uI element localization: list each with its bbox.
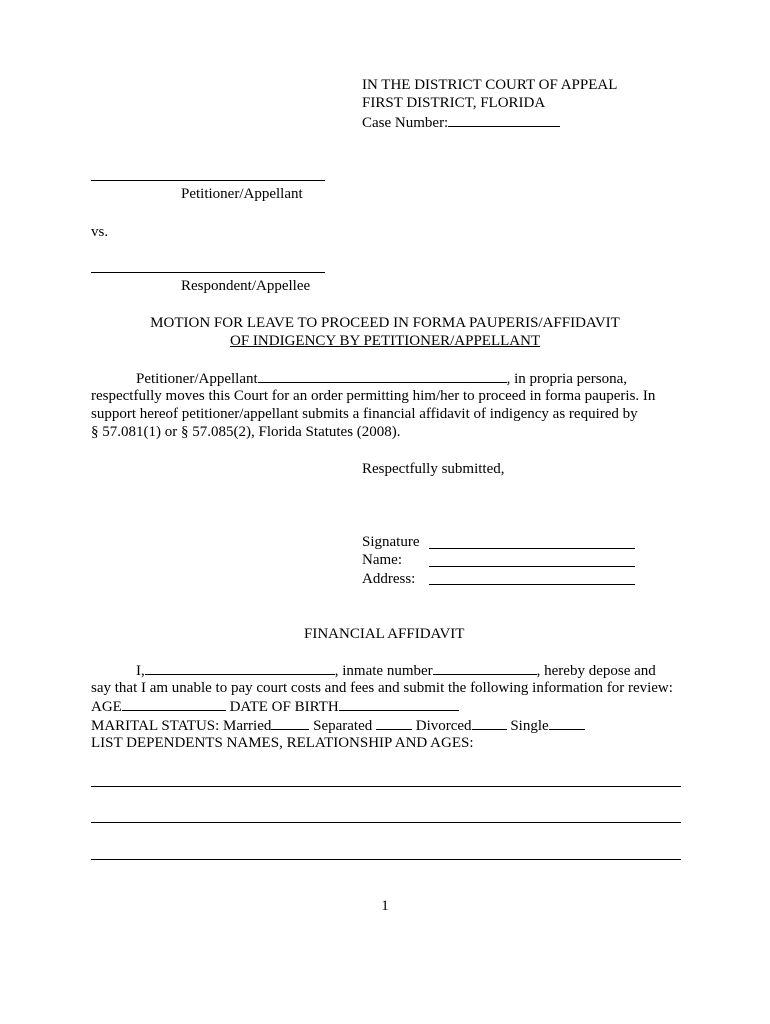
address-label: Address: <box>362 571 416 587</box>
divorced-field[interactable] <box>472 716 507 730</box>
affidavit-line2: say that I am unable to pay court costs and fees and submit the following information for review: <box>91 680 673 696</box>
respectfully-submitted: Respectfully submitted, <box>362 461 505 477</box>
motion-paragraph-line2: respectfully moves this Court for an order permitting him/her to proceed in forma pauperis. In <box>91 388 656 404</box>
separated-field[interactable] <box>376 716 412 730</box>
single-label: Single <box>510 718 549 734</box>
petitioner-name-inline-field[interactable] <box>258 369 507 383</box>
marital-married-label: MARITAL STATUS: Married <box>91 718 272 734</box>
dob-label: DATE OF BIRTH <box>229 699 339 715</box>
age-dob-row <box>91 697 459 716</box>
marital-status-row <box>91 716 585 735</box>
depose-text: , hereby depose and <box>536 663 656 679</box>
divorced-label: Divorced <box>415 718 472 734</box>
affidavit-line1 <box>136 661 656 680</box>
court-name-line2: FIRST DISTRICT, FLORIDA <box>362 95 546 111</box>
petitioner-intro: Petitioner/Appellant <box>136 371 258 387</box>
respondent-label: Respondent/Appellee <box>181 278 311 294</box>
name-label: Name: <box>362 552 402 568</box>
separated-label: Separated <box>313 718 373 734</box>
propria-persona-text: , in propria persona, <box>506 371 628 387</box>
respondent-name-field[interactable] <box>91 272 325 273</box>
dob-field[interactable] <box>339 697 459 711</box>
dependents-label: LIST DEPENDENTS NAMES, RELATIONSHIP AND AGES: <box>91 735 474 751</box>
petitioner-label: Petitioner/Appellant <box>181 186 303 202</box>
married-field[interactable] <box>271 716 309 730</box>
motion-title-line2: OF INDIGENCY BY PETITIONER/APPELLANT <box>230 333 541 349</box>
motion-paragraph-line1 <box>136 369 627 388</box>
inmate-number-field[interactable] <box>433 661 537 675</box>
affidavit-title: FINANCIAL AFFIDAVIT <box>304 626 465 642</box>
name-field[interactable] <box>429 566 635 567</box>
versus-label: vs. <box>91 224 109 240</box>
inmate-number-label: , inmate number <box>334 663 433 679</box>
dependents-line-2[interactable] <box>91 822 681 823</box>
signature-field[interactable] <box>429 548 635 549</box>
age-field[interactable] <box>122 697 226 711</box>
motion-paragraph-line4: § 57.081(1) or § 57.085(2), Florida Statutes (2008). <box>91 424 401 440</box>
address-field[interactable] <box>429 584 635 585</box>
dependents-line-1[interactable] <box>91 786 681 787</box>
age-label: AGE <box>91 699 122 715</box>
case-number-field[interactable] <box>448 113 560 127</box>
case-number-label: Case Number: <box>362 115 449 131</box>
case-number-row <box>362 113 560 132</box>
page-number: 1 <box>381 898 389 914</box>
motion-title-line1: MOTION FOR LEAVE TO PROCEED IN FORMA PAUPERIS/AFFIDAVIT <box>150 315 620 331</box>
court-name-line1: IN THE DISTRICT COURT OF APPEAL <box>362 77 618 93</box>
signature-label: Signature <box>362 534 420 550</box>
petitioner-name-field[interactable] <box>91 180 325 181</box>
affiant-i-label: I, <box>136 663 145 679</box>
dependents-line-3[interactable] <box>91 859 681 860</box>
motion-paragraph-line3: support hereof petitioner/appellant submits a financial affidavit of indigency as required by <box>91 406 638 422</box>
affiant-name-field[interactable] <box>145 661 335 675</box>
single-field[interactable] <box>549 716 585 730</box>
